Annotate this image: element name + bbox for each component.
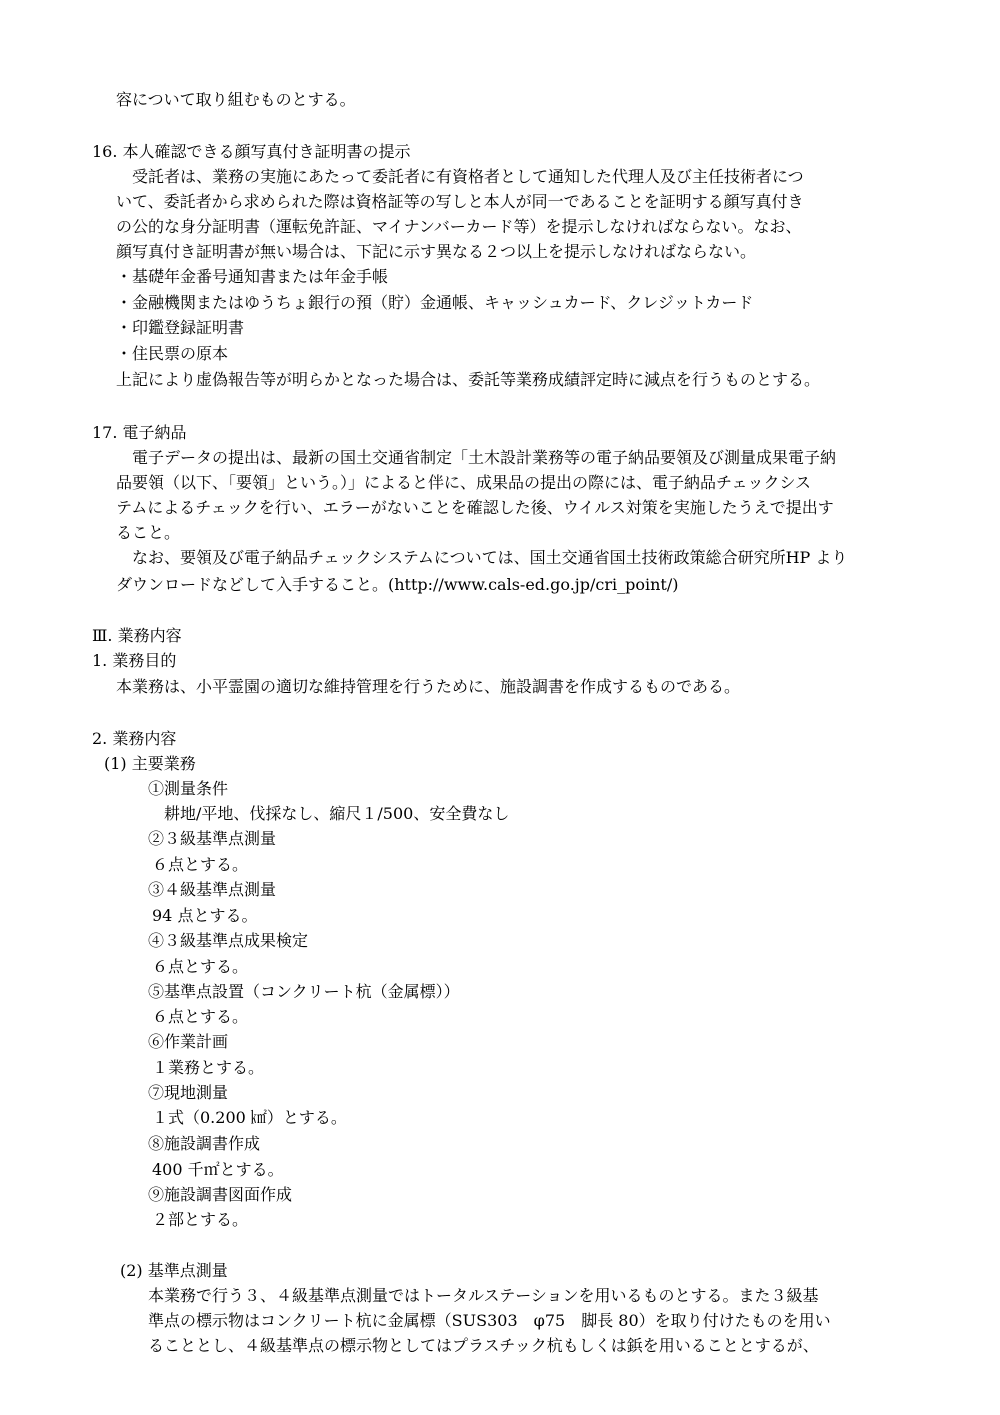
text-line: ②３級基準点測量 [148, 829, 277, 848]
text-line: ダウンロードなどして入手すること。(http://www.cals-ed.go.jp/cri_point/) [116, 575, 679, 594]
text-line: １式（0.200 ㎢）とする。 [152, 1108, 347, 1127]
text-line: 電子データの提出は、最新の国土交通省制定「土木設計業務等の電子納品要領及び測量成果電子納 [132, 448, 837, 467]
text-line: なお、要領及び電子納品チェックシステムについては、国土交通省国土技術政策総合研究所HP より [132, 548, 848, 567]
text-line: 準点の標示物はコンクリート杭に金属標（SUS303 φ75 脚長 80）を取り付けたものを用い [148, 1311, 831, 1330]
text-line: いて、委託者から求められた際は資格証等の写しと本人が同一であることを証明する顔写真付き [116, 192, 804, 211]
text-line: 16. 本人確認できる顔写真付き証明書の提示 [92, 142, 411, 161]
text-line: ⑤基準点設置（コンクリート杭（金属標）） [148, 982, 460, 1001]
text-line: 本業務は、小平霊園の適切な維持管理を行うために、施設調書を作成するものである。 [116, 677, 741, 696]
text-line: ・住民票の原本 [116, 344, 229, 363]
text-line: ２部とする。 [152, 1210, 249, 1229]
text-line: １業務とする。 [152, 1058, 265, 1077]
text-line: (2) 基準点測量 [120, 1261, 228, 1280]
text-line: ることとし、４級基準点の標示物としてはプラスチック杭もしくは鋲を用いることとするが、 [148, 1336, 819, 1355]
text-line: 400 千㎡とする。 [152, 1160, 284, 1179]
text-line: 1. 業務目的 [92, 651, 177, 670]
text-line: ①測量条件 [148, 779, 229, 798]
text-line: (1) 主要業務 [104, 754, 196, 773]
text-line: ⑧施設調書作成 [148, 1134, 261, 1153]
text-line: 17. 電子納品 [92, 423, 187, 442]
text-line: 耕地/平地、伐採なし、縮尺１/500、安全費なし [164, 804, 510, 823]
text-line: ・印鑑登録証明書 [116, 318, 245, 337]
text-line: ③４級基準点測量 [148, 880, 277, 899]
text-line: ⑨施設調書図面作成 [148, 1185, 293, 1204]
text-line: ６点とする。 [152, 855, 249, 874]
text-line: ６点とする。 [152, 1007, 249, 1026]
text-line: Ⅲ. 業務内容 [92, 626, 182, 645]
text-line: 容について取り組むものとする。 [116, 90, 356, 109]
text-line: 上記により虚偽報告等が明らかとなった場合は、委託等業務成績評定時に減点を行うものとする。 [116, 370, 821, 389]
text-line: ⑦現地測量 [148, 1083, 229, 1102]
text-line: ・金融機関またはゆうちょ銀行の預（貯）金通帳、キャッシュカード、クレジットカード [116, 293, 754, 312]
text-line: ６点とする。 [152, 957, 249, 976]
text-line: 2. 業務内容 [92, 729, 177, 748]
text-line: 品要領（以下、「要領」という。）」によると伴に、成果品の提出の際には、電子納品チェックシス [116, 473, 812, 492]
text-line: テムによるチェックを行い、エラーがないことを確認した後、ウイルス対策を実施したうえで提出す [116, 498, 834, 517]
text-line: 顔写真付き証明書が無い場合は、下記に示す異なる２つ以上を提示しなければならない。 [116, 242, 757, 261]
text-line: 94 点とする。 [152, 906, 258, 925]
text-line: の公的な身分証明書（運転免許証、マイナンバーカード等）を提示しなければならない。なお、 [116, 217, 802, 236]
text-line: 本業務で行う３、４級基準点測量ではトータルステーションを用いるものとする。また３級基 [148, 1286, 819, 1305]
text-line: ⑥作業計画 [148, 1032, 229, 1051]
text-line: ること。 [116, 523, 181, 542]
text-line: 受託者は、業務の実施にあたって委託者に有資格者として通知した代理人及び主任技術者につ [132, 167, 804, 186]
text-line: ・基礎年金番号通知書または年金手帳 [116, 267, 389, 286]
text-line: ④３級基準点成果検定 [148, 931, 309, 950]
